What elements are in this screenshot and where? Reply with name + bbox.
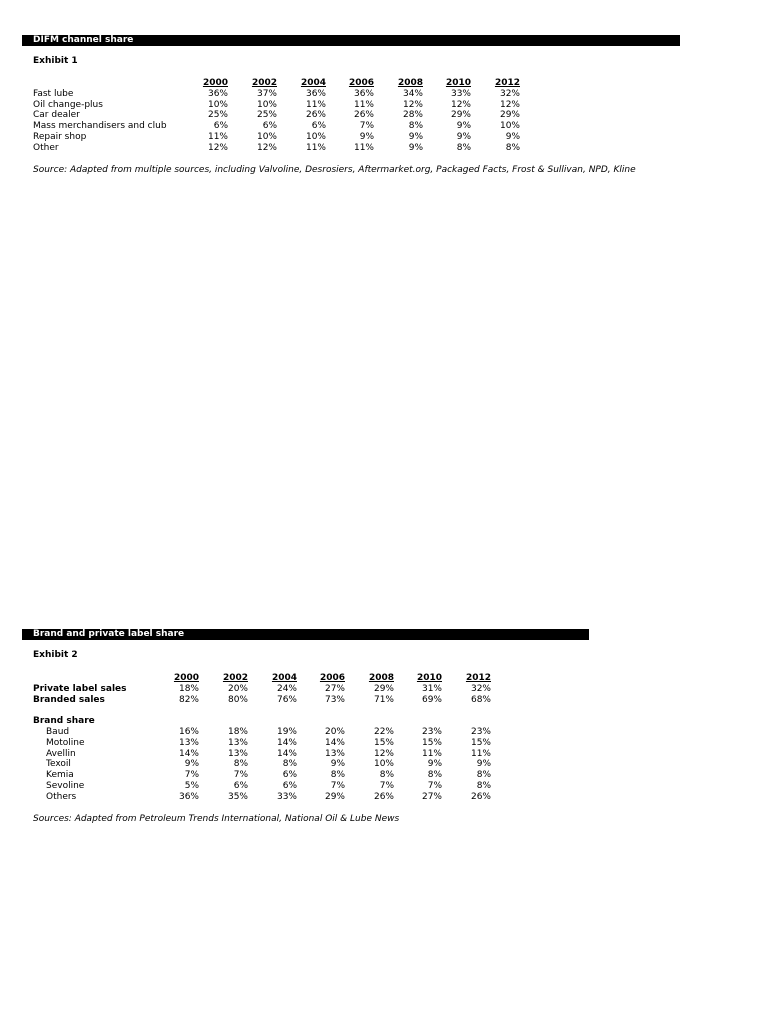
table-row — [33, 727, 491, 738]
value-cell: 69% — [421, 694, 442, 705]
value-cell: 25% — [207, 110, 228, 121]
value-cell: 8% — [379, 770, 394, 781]
value-cell: 71% — [373, 694, 394, 705]
value-cell: 10% — [373, 759, 394, 770]
exhibit2-year-header: 2012 — [465, 673, 491, 683]
value-cell: 10% — [207, 99, 228, 110]
value-cell: 22% — [373, 726, 394, 737]
table-row — [33, 792, 491, 803]
value-cell: 32% — [470, 683, 491, 694]
value-cell: 12% — [373, 748, 394, 759]
value-cell: 33% — [276, 791, 297, 802]
value-cell: 82% — [178, 694, 199, 705]
value-cell: 8% — [408, 121, 423, 132]
brand-share-heading: Brand share — [33, 716, 95, 727]
value-cell: 6% — [233, 780, 248, 791]
value-cell: 11% — [305, 99, 326, 110]
value-cell: 8% — [427, 770, 442, 781]
value-cell: 9% — [408, 131, 423, 142]
value-cell: 27% — [421, 791, 442, 802]
exhibit2-label: Exhibit 2 — [33, 650, 78, 660]
table-row — [33, 89, 520, 100]
value-cell: 9% — [359, 131, 374, 142]
exhibit1-year-header: 2004 — [300, 78, 326, 88]
exhibit2-brand-body — [33, 727, 491, 803]
row-label: Baud — [46, 726, 70, 737]
value-cell: 36% — [207, 88, 228, 99]
value-cell: 9% — [408, 142, 423, 153]
value-cell: 7% — [359, 121, 374, 132]
value-cell: 6% — [213, 121, 228, 132]
table-row — [33, 684, 491, 695]
value-cell: 20% — [324, 726, 345, 737]
value-cell: 8% — [330, 770, 345, 781]
exhibit2-table — [33, 673, 491, 803]
value-cell: 15% — [373, 737, 394, 748]
value-cell: 12% — [450, 99, 471, 110]
value-cell: 7% — [330, 780, 345, 791]
row-label: Repair shop — [33, 131, 87, 142]
value-cell: 25% — [256, 110, 277, 121]
value-cell: 34% — [402, 88, 423, 99]
table-row — [33, 143, 520, 154]
table-row — [33, 759, 491, 770]
exhibit2-header-row — [33, 673, 491, 684]
exhibit1-title-bar: DIFM channel share — [22, 35, 680, 46]
value-cell: 29% — [373, 683, 394, 694]
table-row — [33, 781, 491, 792]
value-cell: 12% — [207, 142, 228, 153]
row-label: Oil change-plus — [33, 99, 103, 110]
exhibit1-year-header: 2002 — [251, 78, 277, 88]
exhibit2-year-header: 2010 — [416, 673, 442, 683]
row-label: Kemia — [46, 770, 74, 781]
table-row — [33, 121, 520, 132]
value-cell: 8% — [233, 759, 248, 770]
value-cell: 37% — [256, 88, 277, 99]
row-label: Others — [46, 791, 77, 802]
value-cell: 9% — [476, 759, 491, 770]
exhibit2-spacer — [33, 705, 491, 727]
exhibit1-header-row — [33, 78, 520, 89]
value-cell: 36% — [305, 88, 326, 99]
value-cell: 9% — [456, 121, 471, 132]
value-cell: 7% — [233, 770, 248, 781]
value-cell: 10% — [499, 121, 520, 132]
value-cell: 10% — [256, 99, 277, 110]
exhibit2-year-header: 2006 — [319, 673, 345, 683]
value-cell: 9% — [456, 131, 471, 142]
value-cell: 8% — [476, 770, 491, 781]
value-cell: 14% — [276, 748, 297, 759]
value-cell: 24% — [276, 683, 297, 694]
table-row — [33, 695, 491, 706]
value-cell: 12% — [499, 99, 520, 110]
value-cell: 68% — [470, 694, 491, 705]
value-cell: 73% — [324, 694, 345, 705]
value-cell: 18% — [227, 726, 248, 737]
value-cell: 10% — [305, 131, 326, 142]
exhibit1-table — [33, 78, 520, 154]
exhibit1-year-header: 2010 — [445, 78, 471, 88]
exhibit1-body — [33, 89, 520, 154]
value-cell: 26% — [353, 110, 374, 121]
exhibit1-source: Source: Adapted from multiple sources, including Valvoline, Desrosiers, Aftermarket.org, Packaged Facts, Frost & Sullivan, NPD, Kline — [33, 165, 636, 175]
row-label: Other — [33, 142, 59, 153]
row-label: Car dealer — [33, 110, 80, 121]
exhibit2-year-header: 2008 — [368, 673, 394, 683]
exhibit2-year-header: 2002 — [222, 673, 248, 683]
value-cell: 23% — [470, 726, 491, 737]
value-cell: 5% — [184, 780, 199, 791]
exhibit2-year-header: 2000 — [173, 673, 199, 683]
table-row — [33, 100, 520, 111]
value-cell: 15% — [470, 737, 491, 748]
row-label: Sevoline — [46, 780, 85, 791]
value-cell: 11% — [421, 748, 442, 759]
table-row — [33, 738, 491, 749]
value-cell: 11% — [470, 748, 491, 759]
table-row — [33, 110, 520, 121]
exhibit1-year-header: 2006 — [348, 78, 374, 88]
table-row — [33, 749, 491, 760]
value-cell: 11% — [353, 99, 374, 110]
value-cell: 16% — [178, 726, 199, 737]
value-cell: 9% — [184, 759, 199, 770]
value-cell: 32% — [499, 88, 520, 99]
exhibit1-year-header: 2012 — [494, 78, 520, 88]
value-cell: 8% — [456, 142, 471, 153]
value-cell: 31% — [421, 683, 442, 694]
value-cell: 33% — [450, 88, 471, 99]
value-cell: 15% — [421, 737, 442, 748]
value-cell: 10% — [256, 131, 277, 142]
value-cell: 28% — [402, 110, 423, 121]
value-cell: 80% — [227, 694, 248, 705]
value-cell: 11% — [207, 131, 228, 142]
exhibit1-label: Exhibit 1 — [33, 56, 78, 66]
value-cell: 6% — [311, 121, 326, 132]
value-cell: 7% — [184, 770, 199, 781]
value-cell: 29% — [499, 110, 520, 121]
exhibit2-year-header: 2004 — [271, 673, 297, 683]
exhibit1-year-header: 2000 — [202, 78, 228, 88]
value-cell: 8% — [505, 142, 520, 153]
value-cell: 29% — [324, 791, 345, 802]
value-cell: 13% — [178, 737, 199, 748]
value-cell: 29% — [450, 110, 471, 121]
value-cell: 20% — [227, 683, 248, 694]
value-cell: 12% — [402, 99, 423, 110]
value-cell: 14% — [324, 737, 345, 748]
value-cell: 13% — [324, 748, 345, 759]
value-cell: 35% — [227, 791, 248, 802]
exhibit1-year-header: 2008 — [397, 78, 423, 88]
value-cell: 26% — [305, 110, 326, 121]
value-cell: 9% — [427, 759, 442, 770]
row-label: Private label sales — [33, 683, 127, 694]
row-label: Texoil — [46, 759, 71, 770]
exhibit2-source: Sources: Adapted from Petroleum Trends International, National Oil & Lube News — [33, 814, 400, 824]
row-label: Branded sales — [33, 694, 105, 705]
value-cell: 13% — [227, 748, 248, 759]
value-cell: 27% — [324, 683, 345, 694]
row-label: Motoline — [46, 737, 85, 748]
value-cell: 13% — [227, 737, 248, 748]
row-label: Mass merchandisers and club — [33, 121, 167, 132]
row-label: Avellin — [46, 748, 76, 759]
value-cell: 8% — [476, 780, 491, 791]
value-cell: 9% — [505, 131, 520, 142]
value-cell: 11% — [305, 142, 326, 153]
exhibit2-top-body — [33, 684, 491, 706]
value-cell: 14% — [276, 737, 297, 748]
value-cell: 26% — [373, 791, 394, 802]
value-cell: 9% — [330, 759, 345, 770]
value-cell: 26% — [470, 791, 491, 802]
exhibit2-title-bar: Brand and private label share — [22, 629, 589, 640]
value-cell: 18% — [178, 683, 199, 694]
value-cell: 19% — [276, 726, 297, 737]
value-cell: 76% — [276, 694, 297, 705]
value-cell: 7% — [427, 780, 442, 791]
value-cell: 23% — [421, 726, 442, 737]
row-label: Fast lube — [33, 88, 74, 99]
table-row — [33, 770, 491, 781]
value-cell: 8% — [282, 759, 297, 770]
value-cell: 6% — [282, 780, 297, 791]
value-cell: 36% — [178, 791, 199, 802]
value-cell: 14% — [178, 748, 199, 759]
table-row — [33, 132, 520, 143]
value-cell: 6% — [282, 770, 297, 781]
value-cell: 12% — [256, 142, 277, 153]
value-cell: 7% — [379, 780, 394, 791]
brand-share-heading-row — [33, 716, 491, 727]
value-cell: 6% — [262, 121, 277, 132]
value-cell: 11% — [353, 142, 374, 153]
value-cell: 36% — [353, 88, 374, 99]
